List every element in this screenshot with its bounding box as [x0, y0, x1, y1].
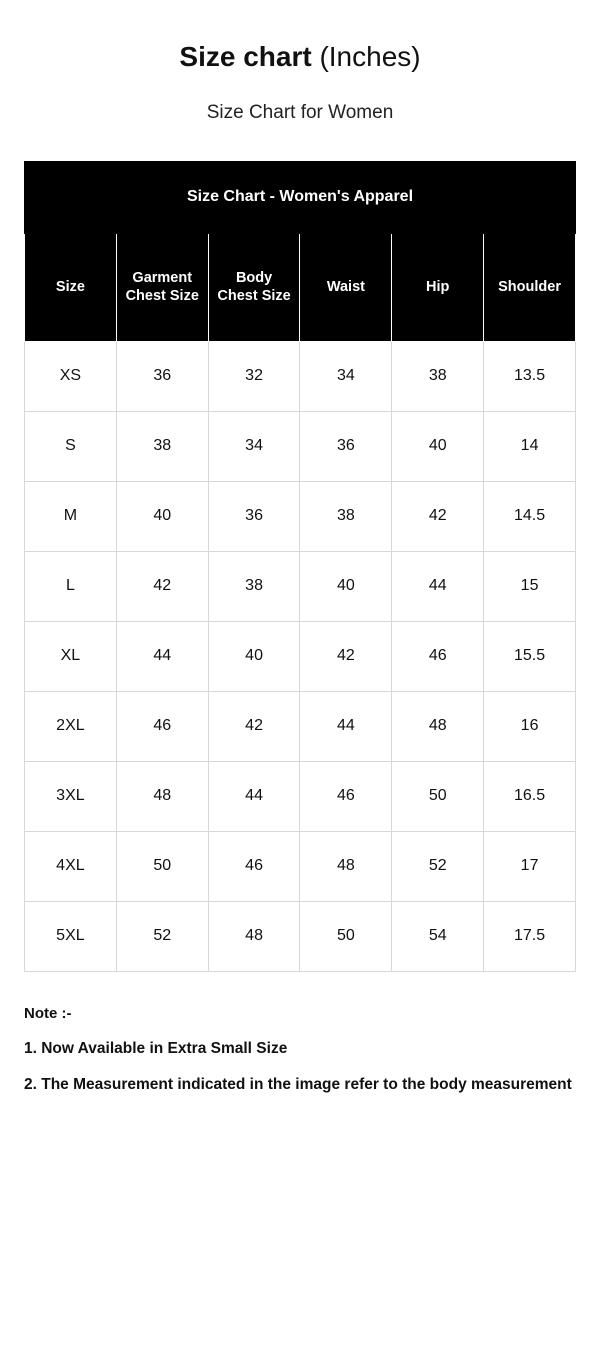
- table-banner-row: [25, 161, 576, 233]
- cell-size: 4XL: [25, 831, 117, 901]
- cell-body-chest-size: 44: [208, 761, 300, 831]
- table-column-headers: [25, 233, 576, 341]
- column-header-size: Size: [25, 233, 117, 341]
- page-subtitle: Size Chart for Women: [206, 101, 394, 123]
- column-header-garment-chest-size: Garment Chest Size: [116, 233, 208, 341]
- cell-hip: 38: [392, 341, 484, 411]
- cell-hip: 50: [392, 761, 484, 831]
- cell-body-chest-size: 42: [208, 691, 300, 761]
- cell-shoulder: 17.5: [484, 901, 576, 971]
- cell-garment-chest-size: 44: [116, 621, 208, 691]
- cell-body-chest-size: 32: [208, 341, 300, 411]
- size-chart-table: [24, 161, 576, 972]
- cell-garment-chest-size: 38: [116, 411, 208, 481]
- cell-waist: 34: [300, 341, 392, 411]
- column-header-waist: Waist: [300, 233, 392, 341]
- table-row: [25, 761, 576, 831]
- cell-garment-chest-size: 52: [116, 901, 208, 971]
- cell-garment-chest-size: 42: [116, 551, 208, 621]
- cell-size: XS: [25, 341, 117, 411]
- page-title-strong: Size chart: [179, 41, 312, 72]
- cell-body-chest-size: 46: [208, 831, 300, 901]
- cell-shoulder: 13.5: [484, 341, 576, 411]
- cell-hip: 54: [392, 901, 484, 971]
- page-title-unit: (Inches): [311, 41, 421, 72]
- column-header-hip: Hip: [392, 233, 484, 341]
- cell-waist: 38: [300, 481, 392, 551]
- note-item-2: 2. The Measurement indicated in the image refer to the body measurement: [24, 1075, 572, 1093]
- table-header-row: [25, 233, 576, 341]
- table-row: [25, 831, 576, 901]
- cell-hip: 40: [392, 411, 484, 481]
- table-row: [25, 481, 576, 551]
- cell-size: S: [25, 411, 117, 481]
- cell-size: 3XL: [25, 761, 117, 831]
- notes-section: [24, 1005, 576, 1096]
- cell-hip: 52: [392, 831, 484, 901]
- cell-waist: 48: [300, 831, 392, 901]
- cell-garment-chest-size: 48: [116, 761, 208, 831]
- cell-waist: 36: [300, 411, 392, 481]
- table-head: [25, 161, 576, 233]
- cell-size: XL: [25, 621, 117, 691]
- cell-size: M: [25, 481, 117, 551]
- cell-shoulder: 16: [484, 691, 576, 761]
- cell-hip: 46: [392, 621, 484, 691]
- table-body: [25, 341, 576, 971]
- cell-body-chest-size: 48: [208, 901, 300, 971]
- page-title: [0, 40, 600, 74]
- cell-garment-chest-size: 46: [116, 691, 208, 761]
- table-row: [25, 691, 576, 761]
- cell-waist: 42: [300, 621, 392, 691]
- cell-shoulder: 16.5: [484, 761, 576, 831]
- cell-body-chest-size: 34: [208, 411, 300, 481]
- cell-garment-chest-size: 40: [116, 481, 208, 551]
- cell-shoulder: 15: [484, 551, 576, 621]
- cell-body-chest-size: 40: [208, 621, 300, 691]
- cell-waist: 44: [300, 691, 392, 761]
- cell-waist: 40: [300, 551, 392, 621]
- cell-shoulder: 14: [484, 411, 576, 481]
- cell-hip: 44: [392, 551, 484, 621]
- cell-size: 2XL: [25, 691, 117, 761]
- notes-heading: Note :-: [24, 1004, 72, 1022]
- cell-garment-chest-size: 36: [116, 341, 208, 411]
- table-row: [25, 551, 576, 621]
- table-banner: Size Chart - Women's Apparel: [25, 161, 576, 233]
- cell-shoulder: 15.5: [484, 621, 576, 691]
- cell-size: 5XL: [25, 901, 117, 971]
- cell-hip: 48: [392, 691, 484, 761]
- table-row: [25, 901, 576, 971]
- column-header-body-chest-size: Body Chest Size: [208, 233, 300, 341]
- column-header-shoulder: Shoulder: [484, 233, 576, 341]
- size-chart-page: [0, 40, 600, 1360]
- cell-size: L: [25, 551, 117, 621]
- cell-waist: 46: [300, 761, 392, 831]
- cell-shoulder: 14.5: [484, 481, 576, 551]
- cell-garment-chest-size: 50: [116, 831, 208, 901]
- cell-shoulder: 17: [484, 831, 576, 901]
- cell-hip: 42: [392, 481, 484, 551]
- table-row: [25, 411, 576, 481]
- size-chart-table-wrap: [24, 161, 576, 972]
- cell-body-chest-size: 38: [208, 551, 300, 621]
- cell-body-chest-size: 36: [208, 481, 300, 551]
- note-item-1: 1. Now Available in Extra Small Size: [24, 1039, 288, 1057]
- table-row: [25, 621, 576, 691]
- cell-waist: 50: [300, 901, 392, 971]
- table-row: [25, 341, 576, 411]
